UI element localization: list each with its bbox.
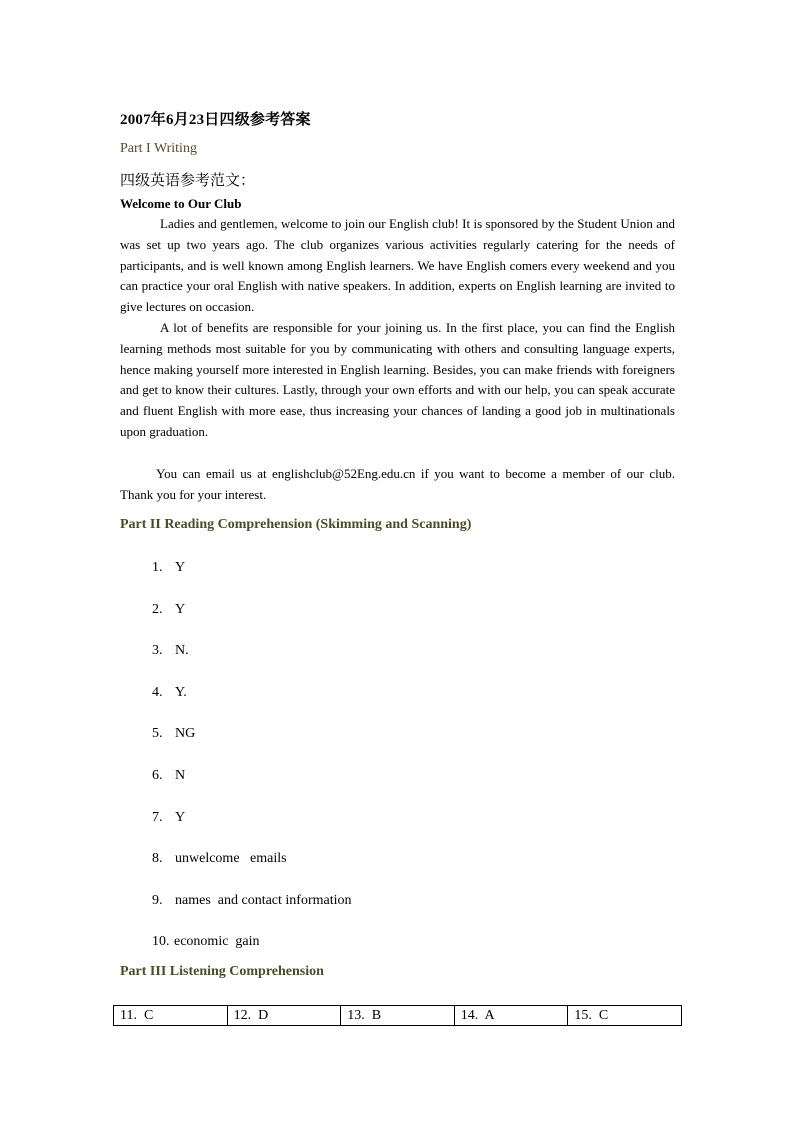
sample-essay-heading: 四级英语参考范文：: [120, 171, 256, 189]
essay-title: Welcome to Our Club: [120, 196, 242, 211]
essay-paragraph-1-text: Ladies and gentlemen, welcome to join our English club! It is sponsored by the Student Union and was set up two years ago. The club organizes various activities regularly catering for the needs of participants, and is well known among English learners. We have English comers every weekend and you can practice your oral English with native speakers. In addition, experts on English learning are invited to give lectures on occasion.: [120, 216, 675, 315]
essay-paragraph-1: [120, 214, 675, 318]
answer-number: 10.: [152, 934, 170, 950]
list-item: [152, 768, 352, 810]
answer-number: 2.: [152, 601, 163, 617]
essay-paragraph-3: [120, 464, 675, 506]
list-item: [152, 893, 352, 935]
listening-answer-table: [113, 1005, 682, 1026]
answer-number: 7.: [152, 809, 163, 825]
list-item: [152, 602, 352, 644]
answer-number: 4.: [152, 684, 163, 700]
answer-number: 1.: [152, 560, 163, 575]
answer-number: 9.: [152, 892, 163, 908]
answer-text: Y: [175, 809, 186, 825]
part1-heading: Part I Writing: [120, 141, 197, 156]
list-item: [152, 560, 352, 602]
part2-heading: Part II Reading Comprehension (Skimming and Scanning): [120, 517, 472, 532]
answer-text: unwelcome emails: [175, 851, 287, 867]
answer-number: 6.: [152, 767, 163, 783]
answer-number: 5.: [152, 726, 163, 742]
list-item: [152, 726, 352, 768]
essay-paragraph-3-text: You can email us at englishclub@52Eng.edu.cn if you want to become a member of our club. Thank you for your interest.: [120, 466, 675, 502]
essay-paragraph-2: [120, 318, 675, 443]
list-item: [152, 851, 352, 893]
answer-text: Y.: [175, 684, 187, 700]
page-title: 2007年6月23日四级参考答案: [120, 112, 311, 128]
essay-paragraph-2-text: A lot of benefits are responsible for your joining us. In the first place, you can find the English learning methods most suitable for you by communicating with others and consulting language experts, hence making yourself more interested in English learning. Besides, you can make friends with foreigners and get to know their cultures. Lastly, through your own efforts and with our help, you can speak accurate and fluent English with more ease, thus increasing your chances of landing a good job in multinationals upon graduation.: [120, 320, 675, 439]
table-cell: 14. A: [454, 1006, 568, 1026]
list-item: [152, 685, 352, 727]
answer-text: Y: [175, 601, 186, 617]
answer-number: 3.: [152, 643, 163, 659]
answer-text: N: [175, 767, 186, 783]
answer-text: NG: [175, 726, 196, 742]
table-row: [114, 1006, 682, 1026]
answer-number: 8.: [152, 851, 163, 867]
list-item: [152, 810, 352, 852]
answer-text: economic gain: [174, 934, 260, 950]
answer-text: names and contact information: [175, 892, 352, 908]
reading-answer-list: [152, 560, 352, 976]
table-cell: 11. C: [114, 1006, 228, 1026]
list-item: [152, 643, 352, 685]
table-cell: 12. D: [227, 1006, 341, 1026]
table-cell: 13. B: [341, 1006, 455, 1026]
table-cell: 15. C: [568, 1006, 682, 1026]
part3-heading: Part III Listening Comprehension: [120, 964, 324, 979]
answer-text: N.: [175, 643, 189, 659]
answer-text: Y: [175, 560, 186, 575]
